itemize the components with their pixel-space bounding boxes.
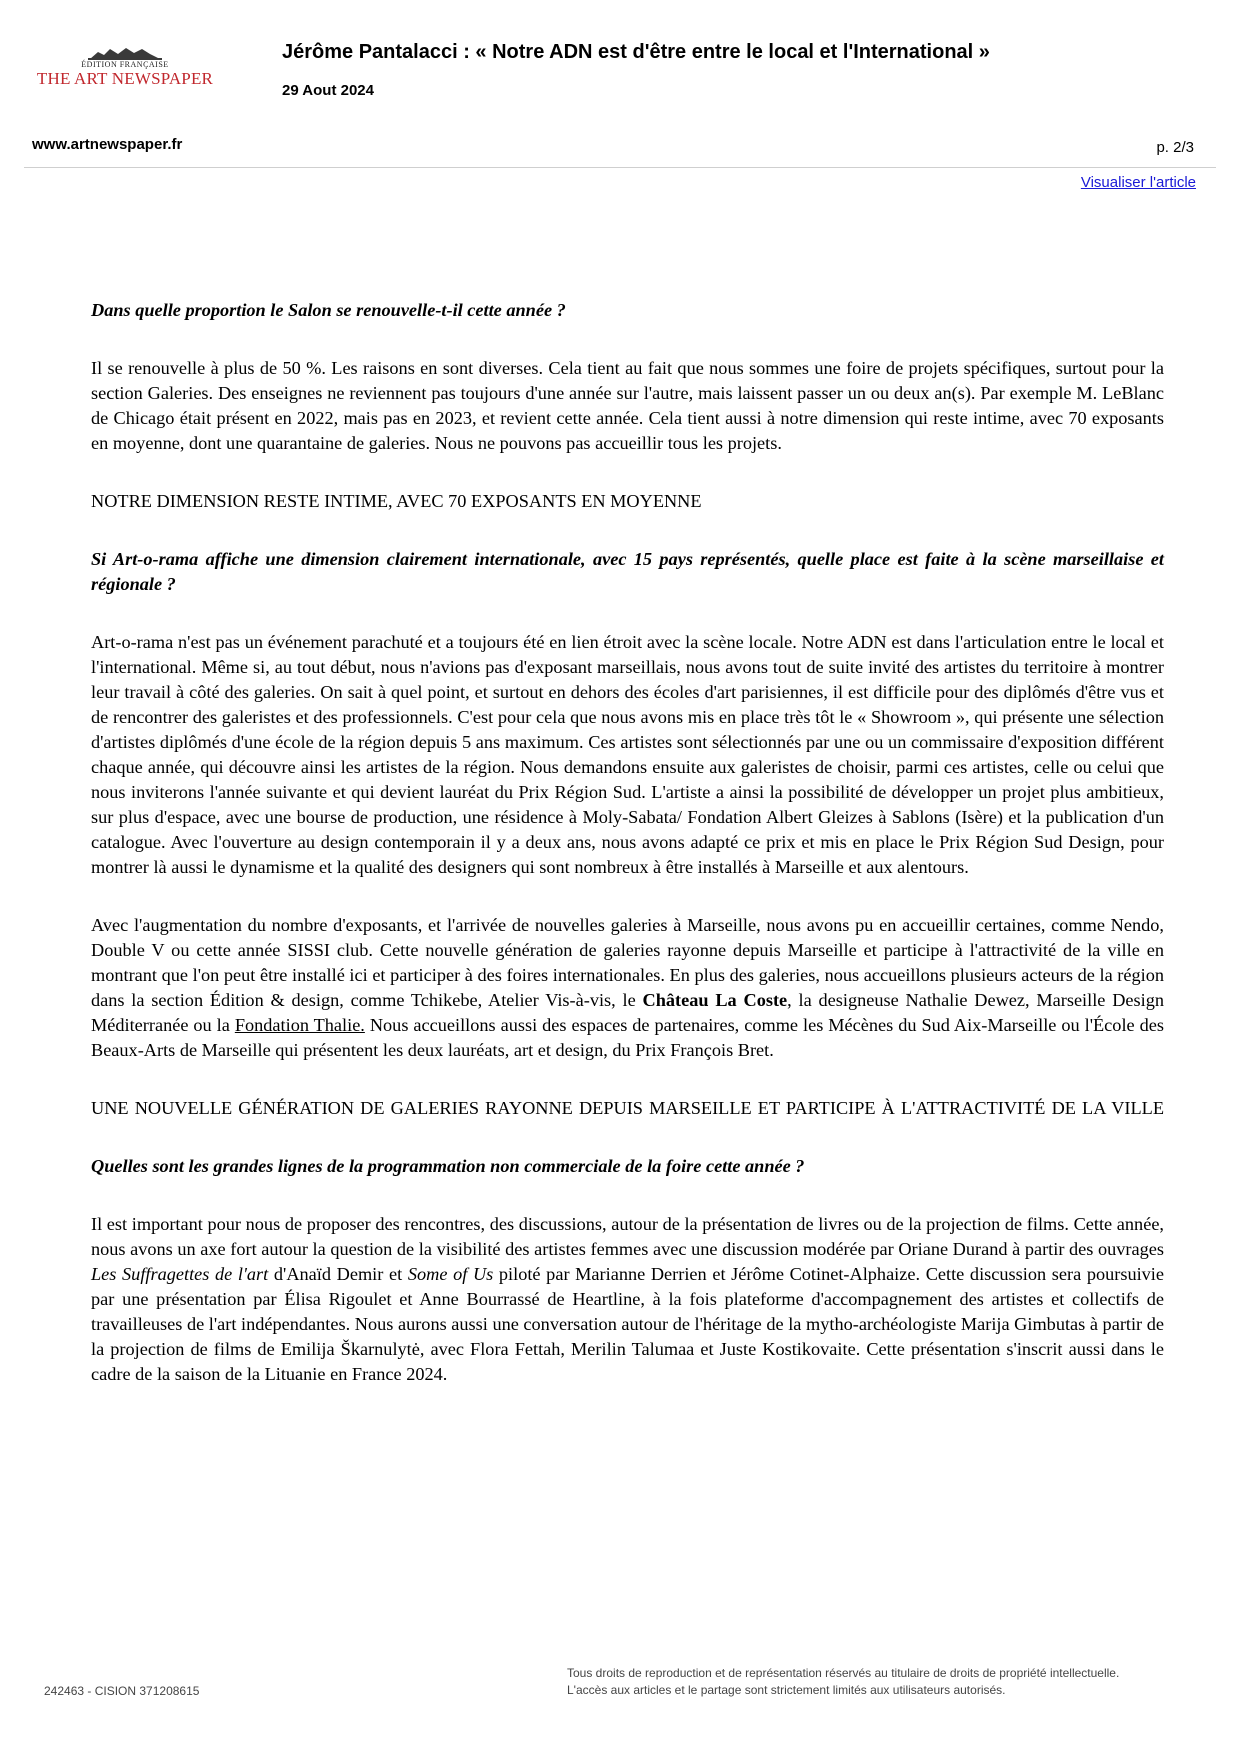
answer-paragraph-4 [91, 1212, 1164, 1387]
footer-rights-line-1: Tous droits de reproduction et de représentation réservés au titulaire de droits de propriété intellectuelle. [567, 1666, 1120, 1680]
book-title-some-of-us: Some of Us [407, 1264, 494, 1284]
question-2: Si Art-o-rama affiche une dimension clairement internationale, avec 15 pays représentés, quelle place est faite à la scène marseillaise et régionale ? [91, 549, 1164, 594]
pull-quote-1: NOTRE DIMENSION RESTE INTIME, AVEC 70 EXPOSANTS EN MOYENNE [91, 491, 702, 511]
paragraph-3-text-c: Nous accueillons aussi des espaces de partenaires, comme les Mécènes du Sud Aix-Marseille ou l'École des Beaux-Arts de Marseille qui présentent les deux lauréats, art et design, du Prix François Bret. [91, 1015, 1164, 1060]
paragraph-3-text-b: , la designeuse Nathalie Dewez, Marseille Design Méditerranée ou la [91, 990, 1165, 1035]
question-3: Quelles sont les grandes lignes de la programmation non commerciale de la foire cette année ? [91, 1156, 805, 1176]
article-body [91, 298, 1164, 1420]
paragraph-4-text-b: d'Anaïd Demir et [268, 1264, 408, 1284]
view-article-link[interactable]: Visualiser l'article [1080, 174, 1196, 191]
answer-paragraph-2: Art-o-rama n'est pas un événement parachuté et a toujours été en lien étroit avec la scène locale. Notre ADN est dans l'articulation entre le local et l'international. Même si, au tout début, nous n'avions pas d'exposant marseillais, nous avons tout de suite invité des artistes du territoire à montrer leur travail à côté des galeries. On sait à quel point, et surtout en dehors des écoles d'art parisiennes, il est difficile pour des diplômés d'être vus et de rencontrer des galeristes et des professionnels. C'est pour cela que nous avons mis en place très tôt le « Showroom », qui présente une sélection d'artistes diplômés d'une école de la région depuis 5 ans maximum. Ces artistes sont sélectionnés par une ou un commissaire d'exposition différent chaque année, qui découvre ainsi les artistes de la région. Nous demandons ensuite aux galeristes de choisir, parmi ces artistes, celle ou celui que nous inviterons l'année suivante et qui devient lauréat du Prix Région Sud. L'artiste a ainsi la possibilité de développer un projet plus ambitieux, sur plus d'espace, avec une bourse de production, une résidence à Moly-Sabata/ Fondation Albert Gleizes à Sablons (Isère) et la publication d'un catalogue. Avec l'ouverture au design contemporain il y a deux ans, nous avons adapté ce prix et mis en place le Prix Région Sud Design, pour montrer là aussi le dynamisme et la qualité des designers qui sont nombreux à être installés à Marseille et aux alentours. [91, 632, 1164, 877]
footer-rights-notice [567, 1665, 1119, 1699]
paragraph-4-text-a: Il est important pour nous de proposer des rencontres, des discussions, autour de la présentation de livres ou de la projection de films. Cette année, nous avons un axe fort autour la question de la visibilité des artistes femmes avec une discussion modérée par Oriane Durand à partir des ouvrages [91, 1214, 1164, 1259]
footer-rights-line-2: L'accès aux articles et le partage sont strictement limités aux utilisateurs autorisés. [567, 1683, 1006, 1697]
site-url: www.artnewspaper.fr [32, 136, 183, 153]
fondation-thalie-link[interactable]: Fondation Thalie. [234, 1015, 365, 1035]
newspaper-logo [30, 46, 220, 88]
book-title-suffragettes: Les Suffragettes de l'art [91, 1264, 269, 1284]
chateau-la-coste-bold: Château La Coste [642, 990, 788, 1010]
footer-document-id: 242463 - CISION 371208615 [44, 1684, 200, 1698]
paragraph-3-text-a: Avec l'augmentation du nombre d'exposants, et l'arrivée de nouvelles galeries à Marseille, nous avons pu en accueillir certaines, comme Nendo, Double V ou cette année SISSI club. Cette nouvelle génération de galeries rayonne depuis Marseille et participe à l'attractivité de la ville en montrant que l'on peut être installé ici et participer à des foires internationales. En plus des galeries, nous accueillons plusieurs acteurs de la région dans la section Édition & design, comme Tchikebe, Atelier Vis-à-vis, le [91, 915, 1164, 1010]
answer-paragraph-3 [91, 913, 1164, 1063]
paragraph-4-text-c: piloté par Marianne Derrien et Jérôme Cotinet-Alphaize. Cette discussion sera poursuivie par une présentation par Élisa Rigoulet et Anne Bourrassé de Heartline, à la fois plateforme d'accompagnement des artistes et collectifs de travailleuses de l'art indépendantes. Nous aurons aussi une conversation autour de l'héritage de la mytho-archéologiste Marija Gimbutas à partir de la projection de films de Emilija Škarnulytė, avec Flora Fettah, Merilin Talumaa et Juste Kostikovaite. Cette présentation s'inscrit aussi dans le cadre de la saison de la Lituanie en France 2024. [91, 1264, 1165, 1384]
article-date: 29 Aout 2024 [282, 82, 374, 99]
logo-edition: ÉDITION FRANÇAISE [81, 60, 169, 69]
logo-title: THE ART NEWSPAPER [36, 69, 214, 88]
article-title: Jérôme Pantalacci : « Notre ADN est d'être entre le local et l'International » [282, 41, 990, 63]
pull-quote-2: UNE NOUVELLE GÉNÉRATION DE GALERIES RAYONNE DEPUIS MARSEILLE ET PARTICIPE À L'ATTRACTIVITÉ DE LA VILLE [91, 1098, 1164, 1118]
header-divider [24, 167, 1216, 168]
page-number: p. 2/3 [1156, 139, 1194, 156]
logo-engraving-icon [88, 46, 162, 60]
answer-paragraph-1: Il se renouvelle à plus de 50 %. Les raisons en sont diverses. Cela tient au fait que nous sommes une foire de projets spécifiques, surtout pour la section Galeries. Des enseignes ne reviennent pas toujours d'une année sur l'autre, mais laissent passer un ou deux an(s). Par exemple M. LeBlanc de Chicago était présent en 2022, mais pas en 2023, et revient cette année. Cela tient aussi à notre dimension qui reste intime, avec 70 exposants en moyenne, dont une quarantaine de galeries. Nous ne pouvons pas accueillir tous les projets. [91, 358, 1164, 453]
question-1: Dans quelle proportion le Salon se renouvelle-t-il cette année ? [91, 300, 566, 320]
